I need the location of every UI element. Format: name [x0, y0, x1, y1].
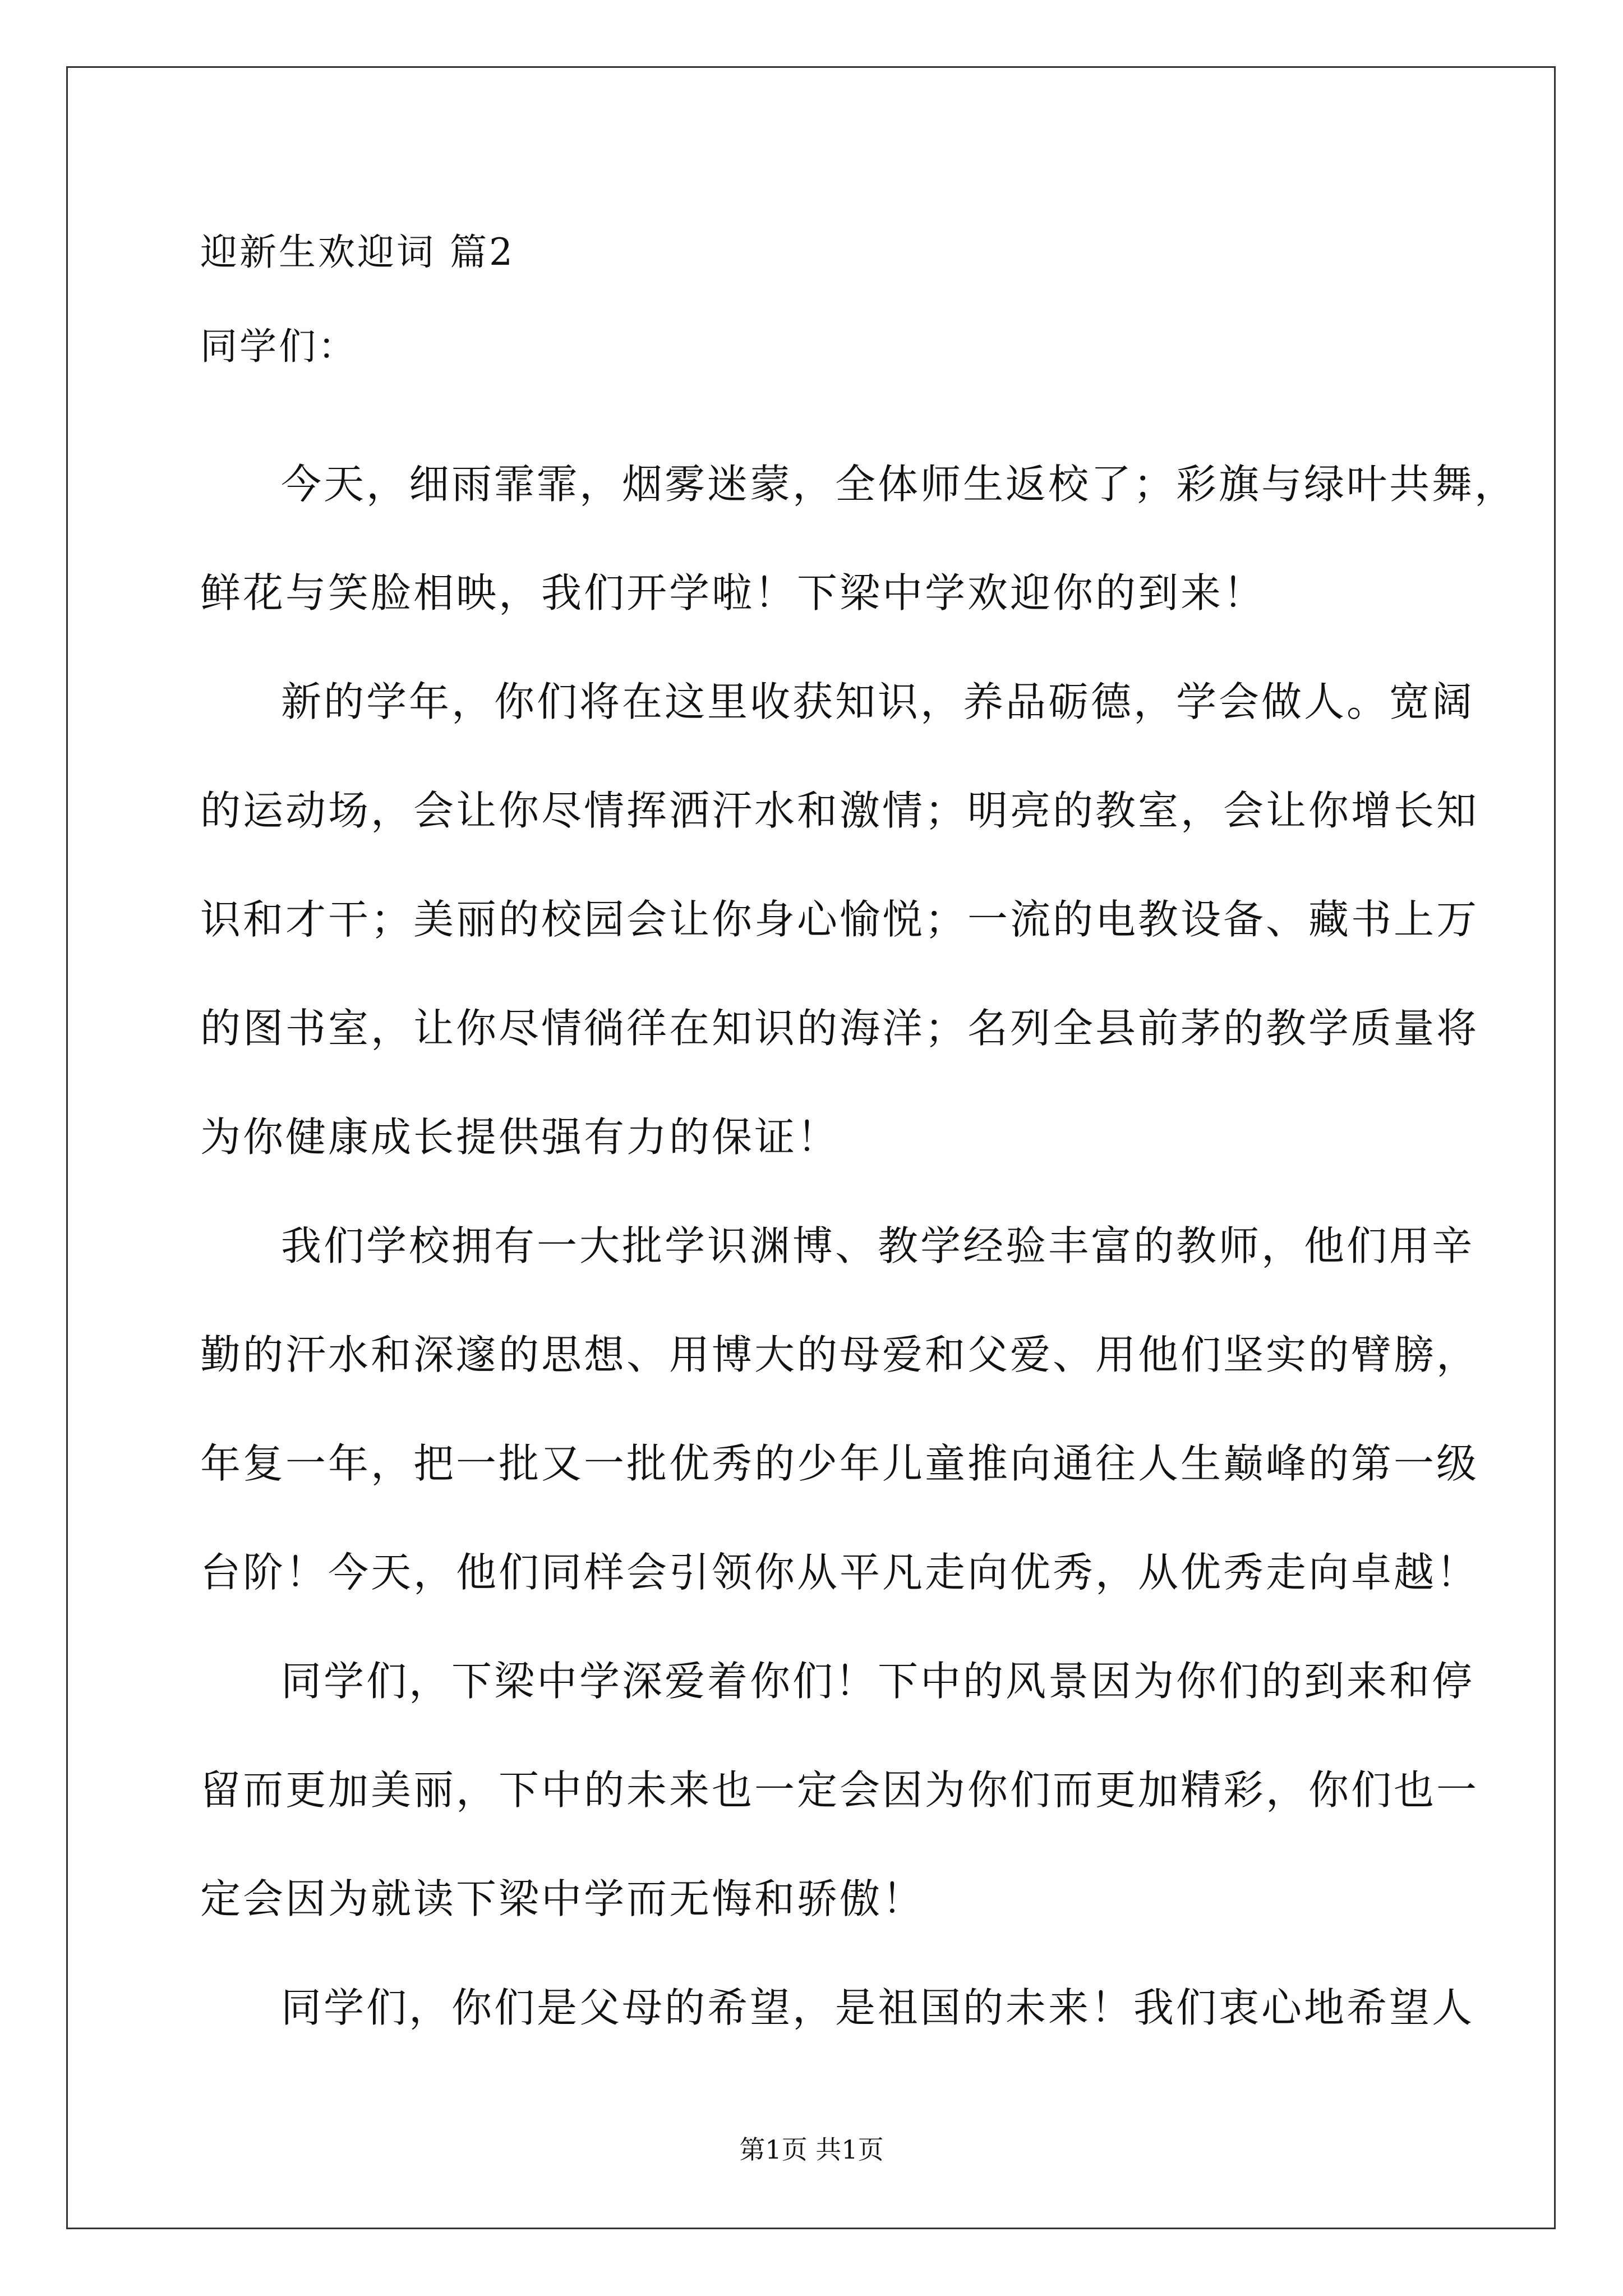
document-title: 迎新生欢迎词 篇2 — [200, 231, 515, 274]
paragraph-line: 新的学年，你们将在这里收获知识，养品砺德，学会做人。宽阔 — [281, 678, 1475, 725]
paragraph-4 — [200, 1627, 1479, 1953]
paragraph-line: 识和才干；美丽的校园会让你身心愉悦；一流的电教设备、藏书上万 — [200, 896, 1479, 943]
paragraph-5 — [200, 1953, 1475, 2062]
paragraph-2 — [200, 647, 1479, 1191]
page-footer: 第1页 共1页 — [739, 2134, 884, 2165]
paragraph-line: 同学们，下梁中学深爱着你们！下中的风景因为你们的到来和停 — [281, 1658, 1475, 1705]
paragraph-line: 留而更加美丽，下中的未来也一定会因为你们而更加精彩，你们也一 — [200, 1766, 1479, 1814]
paragraph-line: 台阶！今天，他们同样会引领你从平凡走向优秀，从优秀走向卓越！ — [200, 1549, 1479, 1596]
paragraph-line: 同学们，你们是父母的希望，是祖国的未来！我们衷心地希望人 — [281, 1984, 1475, 2031]
paragraph-line: 鲜花与笑脸相映，我们开学啦！下梁中学欢迎你的到来！ — [200, 569, 1266, 616]
paragraph-line: 年复一年，把一批又一批优秀的少年儿童推向通往人生巅峰的第一级 — [200, 1440, 1479, 1487]
paragraph-1 — [200, 430, 1518, 647]
paragraph-line: 今天，细雨霏霏，烟雾迷蒙，全体师生返校了；彩旗与绿叶共舞， — [281, 461, 1518, 508]
paragraph-line: 勤的汗水和深邃的思想、用博大的母爱和父爱、用他们坚实的臂膀， — [200, 1331, 1479, 1378]
paragraph-line: 的运动场，会让你尽情挥洒汗水和激情；明亮的教室，会让你增长知 — [200, 787, 1479, 834]
paragraph-line: 为你健康成长提供强有力的保证！ — [200, 1114, 840, 1161]
document-body — [200, 230, 1518, 2062]
paragraph-line: 我们学校拥有一大批学识渊博、教学经验丰富的教师，他们用辛 — [281, 1222, 1475, 1269]
salutation: 同学们： — [200, 325, 357, 368]
paragraph-3 — [200, 1191, 1479, 1627]
paragraph-line: 的图书室，让你尽情徜徉在知识的海洋；名列全县前茅的教学质量将 — [200, 1005, 1479, 1052]
paragraph-line: 定会因为就读下梁中学而无悔和骄傲！ — [200, 1875, 925, 1922]
